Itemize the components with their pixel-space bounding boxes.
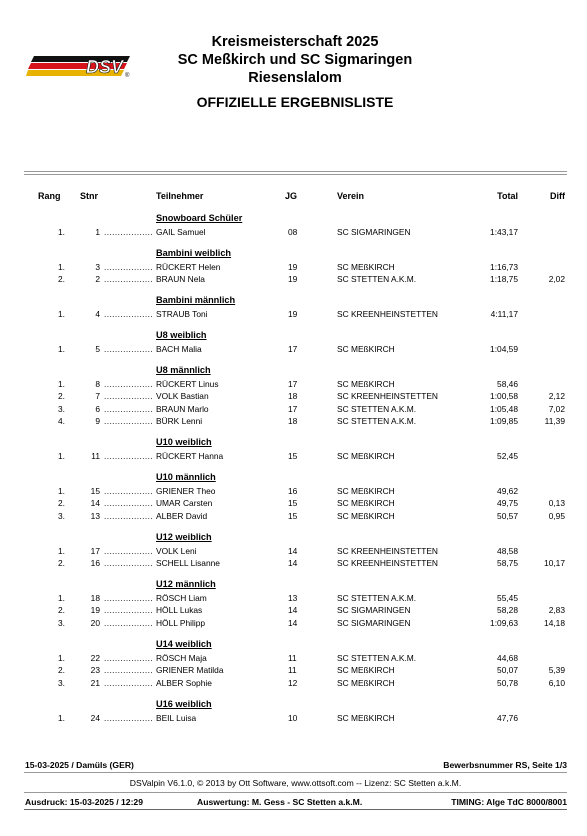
list-title: OFFIZIELLE ERGEBNISLISTE <box>196 94 394 110</box>
verein-cell: SC MEßKIRCH <box>337 486 395 496</box>
header-rule-bottom <box>24 174 567 175</box>
jg-cell: 17 <box>288 403 298 414</box>
col-jg: JG <box>285 191 298 201</box>
total-cell: 4:11,17 <box>490 309 518 319</box>
name-cell: RÜCKERT Helen <box>156 262 221 272</box>
total-cell: 1:00,58 <box>490 391 518 402</box>
verein-cell: SC MEßKIRCH <box>337 510 395 521</box>
stnr-cell: 8 <box>95 379 100 389</box>
jg-cell: 15 <box>288 451 298 461</box>
rang-cell: 1. <box>58 546 65 556</box>
discipline-title: Riesenslalom <box>248 70 342 86</box>
diff-cell: 6,10 <box>548 677 565 688</box>
footer-rule-3 <box>24 809 567 810</box>
name-cell: UMAR Carsten <box>156 498 213 509</box>
footer-bewerb: Bewerbsnummer RS, Seite 1/3 <box>443 760 567 770</box>
name-cell: ALBER David <box>156 510 208 521</box>
jg-cell: 10 <box>288 713 298 723</box>
category-heading: Bambini männlich <box>156 295 236 305</box>
name-cell: GAIL Samuel <box>156 227 206 237</box>
dots-cell: .................. <box>104 262 154 272</box>
dots-cell: .................. <box>104 498 154 509</box>
rang-cell: 1. <box>58 713 65 723</box>
col-rang: Rang <box>38 191 61 201</box>
verein-cell: SC STETTEN A.K.M. <box>337 415 417 426</box>
category-heading: U10 männlich <box>156 472 216 482</box>
rang-cell: 3. <box>58 403 65 414</box>
category-heading: U8 männlich <box>156 365 211 375</box>
jg-cell: 15 <box>288 498 298 509</box>
verein-cell: SC MEßKIRCH <box>337 344 395 354</box>
dots-cell: .................. <box>104 605 154 616</box>
category-heading: Snowboard Schüler <box>156 213 243 223</box>
col-stnr: Stnr <box>80 191 98 201</box>
dots-cell: .................. <box>104 677 154 688</box>
total-cell: 44,68 <box>497 653 518 663</box>
name-cell: GRIENER Theo <box>156 486 216 496</box>
rang-cell: 1. <box>58 486 65 496</box>
rang-cell: 1. <box>58 451 65 461</box>
footer-rule-1 <box>24 772 567 773</box>
name-cell: HÖLL Philipp <box>156 617 206 628</box>
rang-cell: 2. <box>58 605 65 616</box>
diff-cell: 5,39 <box>548 665 565 676</box>
footer-timing: TIMING: Alge TdC 8000/8001 <box>451 797 567 807</box>
dots-cell: .................. <box>104 665 154 676</box>
name-cell: HÖLL Lukas <box>156 605 203 616</box>
dots-cell: .................. <box>104 403 154 414</box>
jg-cell: 17 <box>288 344 298 354</box>
total-cell: 58,75 <box>497 558 518 569</box>
rang-cell: 1. <box>58 262 65 272</box>
name-cell: BRAUN Marlo <box>156 403 209 414</box>
verein-cell: SC MEßKIRCH <box>337 451 395 461</box>
rang-cell: 1. <box>58 309 65 319</box>
rang-cell: 1. <box>58 653 65 663</box>
rang-cell: 2. <box>58 391 65 402</box>
jg-cell: 12 <box>288 677 298 688</box>
col-diff: Diff <box>550 191 565 201</box>
verein-cell: SC KREENHEINSTETTEN <box>337 309 438 319</box>
name-cell: STRAUB Toni <box>156 309 208 319</box>
footer-ausdruck: Ausdruck: 15-03-2025 / 12:29 <box>25 797 143 807</box>
dots-cell: .................. <box>104 227 154 237</box>
dots-cell: .................. <box>104 274 154 285</box>
stnr-cell: 17 <box>90 546 100 556</box>
total-cell: 1:04,59 <box>490 344 518 354</box>
name-cell: RÜCKERT Hanna <box>156 451 224 461</box>
rang-cell: 2. <box>58 558 65 569</box>
dots-cell: .................. <box>104 391 154 402</box>
verein-cell: SC STETTEN A.K.M. <box>337 274 417 285</box>
stnr-cell: 16 <box>90 558 100 569</box>
category-heading: Bambini weiblich <box>156 248 232 258</box>
stnr-cell: 6 <box>95 403 100 414</box>
dots-cell: .................. <box>104 415 154 426</box>
category-heading: U8 weiblich <box>156 330 207 340</box>
verein-cell: SC SIGMARINGEN <box>337 617 411 628</box>
category-heading: U14 weiblich <box>156 639 212 649</box>
dots-cell: .................. <box>104 309 154 319</box>
stnr-cell: 23 <box>90 665 100 676</box>
stnr-cell: 4 <box>95 309 100 319</box>
stnr-cell: 9 <box>95 415 100 426</box>
name-cell: RÖSCH Liam <box>156 593 207 603</box>
stnr-cell: 5 <box>95 344 100 354</box>
name-cell: VOLK Bastian <box>156 391 209 402</box>
dots-cell: .................. <box>104 617 154 628</box>
rang-cell: 2. <box>58 498 65 509</box>
verein-cell: SC STETTEN A.K.M. <box>337 593 417 603</box>
dots-cell: .................. <box>104 713 154 723</box>
rang-cell: 4. <box>58 415 65 426</box>
category-heading: U12 männlich <box>156 579 216 589</box>
diff-cell: 2,02 <box>548 274 565 285</box>
stnr-cell: 15 <box>90 486 100 496</box>
verein-cell: SC MEßKIRCH <box>337 713 395 723</box>
verein-cell: SC STETTEN A.K.M. <box>337 403 417 414</box>
total-cell: 48,58 <box>497 546 518 556</box>
diff-cell: 2,83 <box>548 605 565 616</box>
stnr-cell: 7 <box>95 391 100 402</box>
total-cell: 50,07 <box>497 665 518 676</box>
stnr-cell: 13 <box>90 510 100 521</box>
rang-cell: 2. <box>58 274 65 285</box>
name-cell: BRAUN Nela <box>156 274 205 285</box>
dots-cell: .................. <box>104 344 154 354</box>
footer-rule-2 <box>24 792 567 793</box>
rang-cell: 1. <box>58 344 65 354</box>
category-heading: U10 weiblich <box>156 437 212 447</box>
dots-cell: .................. <box>104 451 154 461</box>
diff-cell: 10,17 <box>544 558 565 569</box>
stnr-cell: 11 <box>91 451 100 461</box>
name-cell: RÖSCH Maja <box>156 653 207 663</box>
footer-auswertung: Auswertung: M. Gess - SC Stetten a.k.M. <box>197 797 363 807</box>
jg-cell: 18 <box>288 415 298 426</box>
verein-cell: SC MEßKIRCH <box>337 262 395 272</box>
organizer-title: SC Meßkirch und SC Sigmaringen <box>177 52 413 68</box>
verein-cell: SC SIGMARINGEN <box>337 227 411 237</box>
jg-cell: 14 <box>288 546 298 556</box>
verein-cell: SC MEßKIRCH <box>337 665 395 676</box>
rang-cell: 3. <box>58 677 65 688</box>
stnr-cell: 1 <box>95 227 100 237</box>
logo-registered: ® <box>125 73 130 78</box>
total-cell: 50,57 <box>497 510 518 521</box>
stnr-cell: 21 <box>90 677 100 688</box>
verein-cell: SC SIGMARINGEN <box>337 605 411 616</box>
total-cell: 1:16,73 <box>490 262 518 272</box>
stnr-cell: 22 <box>90 653 100 663</box>
jg-cell: 14 <box>288 558 298 569</box>
category-heading: U16 weiblich <box>156 699 212 709</box>
verein-cell: SC KREENHEINSTETTEN <box>337 546 438 556</box>
name-cell: BACH Malia <box>156 344 202 354</box>
stnr-cell: 24 <box>90 713 100 723</box>
jg-cell: 19 <box>288 274 298 285</box>
jg-cell: 14 <box>288 617 298 628</box>
total-cell: 1:43,17 <box>490 227 518 237</box>
diff-cell: 2,12 <box>548 391 565 402</box>
rang-cell: 1. <box>58 379 65 389</box>
verein-cell: SC MEßKIRCH <box>337 379 395 389</box>
stnr-cell: 14 <box>90 498 100 509</box>
stnr-cell: 3 <box>95 262 100 272</box>
dots-cell: .................. <box>104 558 154 569</box>
jg-cell: 08 <box>288 227 298 237</box>
verein-cell: SC KREENHEINSTETTEN <box>337 391 438 402</box>
dots-cell: .................. <box>104 653 154 663</box>
footer-software: DSValpin V6.1.0, © 2013 by Ott Software, www.ottsoft.com -- Lizenz: SC Stetten a.k.M. <box>129 778 462 788</box>
name-cell: VOLK Leni <box>156 546 197 556</box>
rang-cell: 3. <box>58 617 65 628</box>
rang-cell: 2. <box>58 665 65 676</box>
jg-cell: 18 <box>288 391 298 402</box>
total-cell: 49,75 <box>497 498 518 509</box>
diff-cell: 0,95 <box>548 510 565 521</box>
dots-cell: .................. <box>104 486 154 496</box>
rang-cell: 3. <box>58 510 65 521</box>
total-cell: 1:05,48 <box>490 403 518 414</box>
dsv-logo <box>26 56 134 78</box>
col-total: Total <box>497 191 518 201</box>
rang-cell: 1. <box>58 593 65 603</box>
name-cell: GRIENER Matilda <box>156 665 224 676</box>
jg-cell: 16 <box>288 486 298 496</box>
verein-cell: SC STETTEN A.K.M. <box>337 653 417 663</box>
jg-cell: 13 <box>288 593 298 603</box>
name-cell: BÜRK Lenni <box>156 415 203 426</box>
total-cell: 49,62 <box>497 486 518 496</box>
diff-cell: 14,18 <box>544 617 565 628</box>
total-cell: 1:18,75 <box>490 274 518 285</box>
event-title: Kreismeisterschaft 2025 <box>211 34 379 50</box>
verein-cell: SC KREENHEINSTETTEN <box>337 558 438 569</box>
stnr-cell: 2 <box>95 274 100 285</box>
jg-cell: 19 <box>288 262 298 272</box>
total-cell: 1:09,63 <box>490 617 518 628</box>
total-cell: 58,28 <box>497 605 518 616</box>
col-teilnehmer: Teilnehmer <box>156 191 204 201</box>
jg-cell: 14 <box>288 605 298 616</box>
dots-cell: .................. <box>104 593 154 603</box>
stnr-cell: 19 <box>90 605 100 616</box>
verein-cell: SC MEßKIRCH <box>337 498 395 509</box>
name-cell: BEIL Luisa <box>156 713 197 723</box>
total-cell: 1:09,85 <box>490 415 518 426</box>
diff-cell: 7,02 <box>548 403 565 414</box>
total-cell: 52,45 <box>497 451 518 461</box>
logo-text: DSV <box>86 57 124 77</box>
header-rule-top <box>24 171 567 172</box>
jg-cell: 11 <box>288 653 297 663</box>
footer-date-place: 15-03-2025 / Damüls (GER) <box>25 760 134 770</box>
total-cell: 55,45 <box>497 593 518 603</box>
dots-cell: .................. <box>104 546 154 556</box>
diff-cell: 0,13 <box>548 498 565 509</box>
col-verein: Verein <box>337 191 365 201</box>
jg-cell: 11 <box>288 665 297 676</box>
dots-cell: .................. <box>104 379 154 389</box>
stnr-cell: 18 <box>90 593 100 603</box>
jg-cell: 19 <box>288 309 298 319</box>
name-cell: RÜCKERT Linus <box>156 379 219 389</box>
category-heading: U12 weiblich <box>156 532 212 542</box>
diff-cell: 11,39 <box>544 415 565 426</box>
stnr-cell: 20 <box>90 617 100 628</box>
jg-cell: 17 <box>288 379 298 389</box>
jg-cell: 15 <box>288 510 298 521</box>
rang-cell: 1. <box>58 227 65 237</box>
total-cell: 50,78 <box>497 677 518 688</box>
name-cell: ALBER Sophie <box>156 677 212 688</box>
total-cell: 58,46 <box>497 379 518 389</box>
verein-cell: SC MEßKIRCH <box>337 677 395 688</box>
name-cell: SCHELL Lisanne <box>156 558 220 569</box>
total-cell: 47,76 <box>497 713 518 723</box>
dots-cell: .................. <box>104 510 154 521</box>
